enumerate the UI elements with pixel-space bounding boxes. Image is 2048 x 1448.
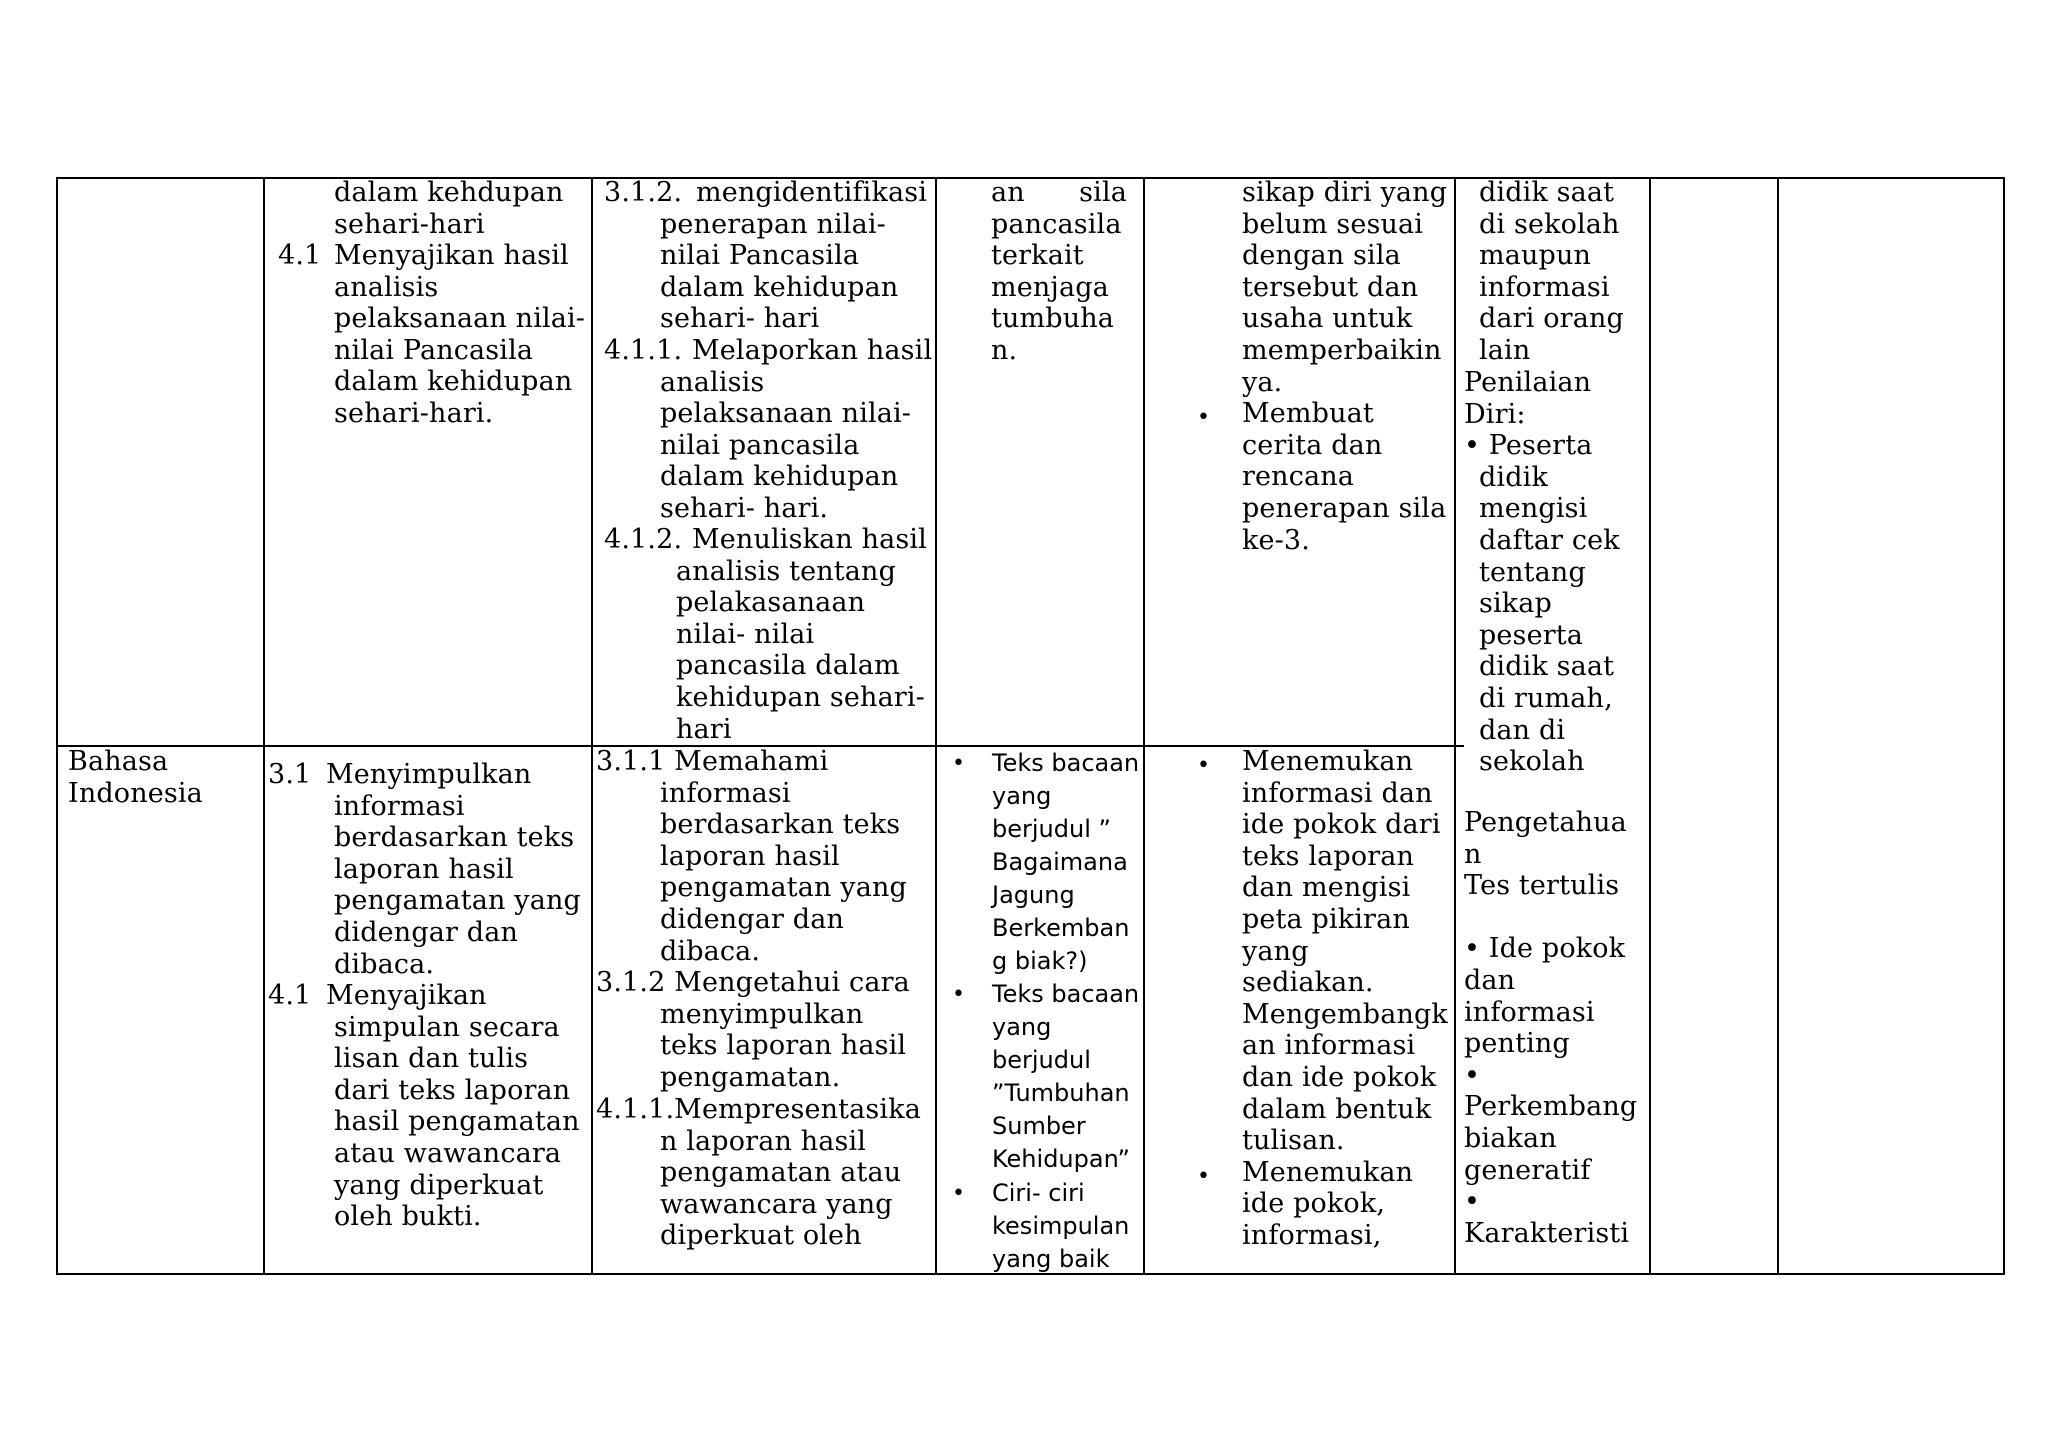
- text-line: analisis tentang: [676, 555, 897, 587]
- row1-activity-cell: [1242, 177, 1447, 556]
- text-line: tentang: [1479, 556, 1586, 588]
- text-line: dalam kehidupan: [660, 271, 899, 303]
- col-border-1: [263, 177, 265, 1275]
- col-border-right: [2003, 177, 2005, 1275]
- text-line: teks laporan: [1242, 840, 1415, 872]
- text-line: ya.: [1242, 366, 1283, 398]
- text-line: dalam kehidupan: [334, 366, 573, 398]
- text-line: dengan sila: [1242, 240, 1401, 272]
- text-line: Kehidupan”: [992, 1145, 1130, 1173]
- text-line: didik: [1479, 461, 1548, 493]
- text-line: cerita dan: [1242, 429, 1383, 461]
- text-line: menjaga: [991, 271, 1109, 303]
- row2-competency-4-1-first: Menyajikan: [326, 980, 487, 1011]
- text-line: di sekolah: [1479, 208, 1620, 240]
- text-line: an informasi: [1242, 1030, 1416, 1062]
- text-line: dan ide pokok: [1242, 1061, 1437, 1093]
- row2-competency-3-1: [334, 791, 581, 981]
- text-line: pancasila dalam: [676, 650, 900, 682]
- bullet-icon: •: [952, 751, 966, 776]
- text-line: nilai Pancasila: [660, 240, 860, 272]
- text-line: pengamatan atau: [660, 1157, 902, 1189]
- text-line: dan mengisi: [1242, 872, 1411, 904]
- text-line: penting: [1464, 1028, 1570, 1060]
- text-line: yang: [992, 782, 1052, 810]
- subject-cell: [68, 746, 203, 809]
- text-line: • Ide pokok: [1464, 933, 1626, 965]
- row2-indicator-3-1-2-first: 3.1.2 Mengetahui cara: [596, 967, 910, 998]
- row2-indicator-3-1-2: [660, 999, 906, 1094]
- text-line: berjudul: [992, 1046, 1091, 1074]
- text-line: dari orang: [1479, 303, 1624, 335]
- text-line: penerapan sila: [1242, 492, 1447, 524]
- assessment-knowledge: [1464, 807, 1637, 1249]
- text-line: nilai pancasila: [660, 429, 860, 461]
- text-line: n laporan hasil: [660, 1125, 867, 1157]
- text-line: Perkembang: [1464, 1091, 1638, 1123]
- text-line: nilai Pancasila: [334, 334, 534, 366]
- text-line: sehari- hari.: [660, 492, 829, 524]
- text-line: simpulan secara: [334, 1011, 560, 1043]
- text-line: • Peserta: [1464, 430, 1593, 462]
- text-line: sediakan.: [1242, 967, 1374, 999]
- text-line: berdasarkan teks: [334, 822, 575, 854]
- text-line: lain: [1479, 334, 1531, 366]
- text-line: Menyajikan hasil: [334, 240, 569, 271]
- bullet-icon: •: [952, 982, 966, 1007]
- row2-competency-4-1-num: 4.1: [268, 980, 312, 1011]
- text-line: atau wawancara: [334, 1137, 562, 1169]
- row1-indicator-4-1-1-first: Melaporkan hasil: [692, 335, 933, 366]
- text-line: yang baik: [992, 1245, 1110, 1273]
- row2-material-item-1: [992, 747, 1139, 978]
- text-line: wawancara yang: [660, 1188, 893, 1220]
- text-line: nilai- nilai: [676, 618, 815, 650]
- row2-material-item-3: [992, 1177, 1129, 1276]
- text-line: didengar dan: [660, 903, 845, 935]
- row2-indicator-4-1-1: [660, 1126, 901, 1252]
- text-line: yang: [992, 1013, 1052, 1041]
- text-line: Ciri- ciri: [992, 1179, 1085, 1207]
- text-line: lisan dan tulis: [334, 1043, 529, 1075]
- text-line: yang: [1242, 935, 1309, 967]
- text-line: sekolah: [1479, 746, 1585, 778]
- row1-material-cell: [991, 177, 1127, 367]
- text-line: ide pokok,: [1242, 1188, 1386, 1220]
- text-line: pengamatan yang: [334, 885, 581, 917]
- text-line: didik saat: [1479, 177, 1615, 208]
- text-line: laporan hasil: [334, 853, 514, 885]
- row1-indicator-4-1-1: [660, 367, 911, 525]
- text-line: berjudul ”: [992, 815, 1111, 843]
- text-line: dalam kehidupan: [660, 461, 899, 493]
- row1-indicator-4-1-1-num: 4.1.1.: [604, 335, 683, 366]
- text-line: pelaksanaan nilai-: [660, 398, 912, 430]
- text-line: an sila: [991, 177, 1127, 208]
- bullet-icon: •: [952, 1181, 966, 1206]
- row2-indicator-3-1-1: [660, 778, 907, 968]
- text-line: rencana: [1242, 461, 1355, 493]
- text-line: dibaca.: [660, 935, 761, 967]
- text-line: daftar cek: [1479, 524, 1620, 556]
- assessment-self-heading: [1464, 367, 1592, 462]
- text-line: didengar dan: [334, 916, 519, 948]
- text-line: menyimpulkan: [660, 998, 864, 1030]
- text-line: biakan: [1464, 1122, 1557, 1154]
- row1-indicator-3-1-2: [660, 209, 898, 335]
- text-line: generatif: [1464, 1154, 1591, 1186]
- row1-indicator-4-1-2: [676, 556, 925, 746]
- text-line: belum sesuai: [1242, 208, 1424, 240]
- text-line: Berkemban: [992, 914, 1130, 942]
- text-line: yang diperkuat: [334, 1169, 544, 1201]
- text-line: peserta: [1479, 619, 1584, 651]
- text-line: Penilaian: [1464, 367, 1592, 398]
- text-line: tersebut dan: [1242, 271, 1419, 303]
- text-line: informasi: [334, 790, 465, 822]
- row1-indicator-4-1-2-num: 4.1.2.: [604, 524, 683, 555]
- text-line: informasi: [1464, 996, 1595, 1028]
- bullet-icon: •: [1197, 753, 1211, 778]
- text-line: Membuat: [1242, 398, 1374, 430]
- text-line: dibaca.: [334, 948, 435, 980]
- col-border-2: [591, 177, 593, 1275]
- row1-competency-4-1: [334, 240, 585, 430]
- row1-competency-number: 4.1: [278, 240, 322, 271]
- row2-material-item-2: [992, 978, 1139, 1176]
- row2-indicator-3-1-1-first: 3.1.1 Memahami: [596, 746, 829, 777]
- text-line: Karakteristi: [1464, 1217, 1630, 1249]
- text-line: dari teks laporan: [334, 1074, 571, 1106]
- col-border-3: [935, 177, 937, 1275]
- text-line: diperkuat oleh: [660, 1220, 862, 1252]
- text-line: tumbuha: [991, 303, 1115, 335]
- text-line: informasi: [1479, 271, 1610, 303]
- text-line: Bagaimana: [992, 848, 1128, 876]
- col-border-4: [1143, 177, 1145, 1275]
- text-line: sehari- hari: [660, 303, 820, 335]
- bullet-icon: •: [1197, 1164, 1211, 1189]
- text-line: Diri:: [1464, 398, 1526, 430]
- text-line: pelaksanaan nilai-: [334, 303, 586, 335]
- text-line: Jagung: [992, 881, 1075, 909]
- row1-competency-cell: [334, 177, 564, 240]
- text-line: mengisi: [1479, 493, 1588, 525]
- text-line: [1464, 902, 1637, 934]
- text-line: Pengetahua: [1464, 807, 1627, 838]
- text-line: Menemukan: [1242, 1156, 1414, 1188]
- text-line: tulisan.: [1242, 1125, 1345, 1157]
- text-line: dan: [1464, 964, 1516, 996]
- row1-indicator-3-1-2-first: mengidentifikasi: [696, 177, 928, 208]
- text-line: pengamatan yang: [660, 872, 907, 904]
- row2-competency-3-1-first: Menyimpulkan: [326, 759, 532, 790]
- text-line: n.: [991, 334, 1018, 366]
- text-line: teks laporan hasil: [660, 1030, 907, 1062]
- text-line: oleh bukti.: [334, 1201, 482, 1233]
- text-line: sikap diri yang: [1242, 177, 1448, 208]
- text-line: •: [1464, 1059, 1481, 1091]
- row2-activity-cell: [1242, 746, 1448, 1252]
- text-line: Menemukan: [1242, 746, 1414, 777]
- text-line: ide pokok dari: [1242, 809, 1441, 841]
- text-line: didik saat: [1479, 651, 1615, 683]
- text-line: terkait: [991, 240, 1084, 272]
- text-line: hasil pengamatan: [334, 1106, 580, 1138]
- text-line: kehidupan sehari-: [676, 681, 925, 713]
- text-line: maupun: [1479, 240, 1592, 272]
- text-line: pelakasanaan: [676, 587, 866, 619]
- row2-competency-4-1: [334, 1012, 580, 1233]
- text-line: sikap: [1479, 588, 1552, 620]
- text-line: g biak?): [992, 947, 1088, 975]
- text-line: ”Tumbuhan: [992, 1079, 1130, 1107]
- text-line: ke-3.: [1242, 524, 1310, 556]
- assessment-cell-a: [1479, 177, 1624, 367]
- lesson-plan-table: [56, 177, 2005, 1275]
- text-line: sehari-hari.: [334, 397, 494, 429]
- text-line: di rumah,: [1479, 682, 1613, 714]
- text-line: laporan hasil: [660, 840, 840, 872]
- col-border-6: [1649, 177, 1651, 1275]
- text-line: Bahasa: [68, 746, 169, 777]
- text-line: hari: [676, 713, 732, 745]
- text-line: Teks bacaan: [992, 980, 1140, 1008]
- text-line: sehari-hari: [334, 208, 485, 240]
- col-border-5: [1454, 177, 1456, 1275]
- text-line: memperbaikin: [1242, 334, 1442, 366]
- text-line: analisis: [334, 271, 439, 303]
- text-line: pengamatan.: [660, 1061, 841, 1093]
- text-line: peta pikiran: [1242, 903, 1410, 935]
- text-line: usaha untuk: [1242, 303, 1413, 335]
- text-line: informasi: [660, 777, 791, 809]
- text-line: Sumber: [992, 1112, 1086, 1140]
- text-line: dalam bentuk: [1242, 1093, 1432, 1125]
- text-line: Tes tertulis: [1464, 870, 1620, 902]
- row2-indicator-4-1-1-first: 4.1.1.Mempresentasika: [596, 1094, 921, 1125]
- text-line: berdasarkan teks: [660, 809, 901, 841]
- text-line: kesimpulan: [992, 1212, 1130, 1240]
- text-line: penerapan nilai-: [660, 208, 886, 240]
- text-line: dalam kehdupan: [334, 177, 564, 208]
- text-line: informasi dan: [1242, 777, 1433, 809]
- text-line: Mengembangk: [1242, 998, 1448, 1030]
- text-line: n: [1464, 838, 1482, 870]
- bullet-icon: •: [1197, 405, 1211, 430]
- assessment-self-items: [1479, 462, 1620, 778]
- row2-competency-3-1-num: 3.1: [268, 759, 312, 790]
- col-border-left: [56, 177, 58, 1275]
- text-line: Teks bacaan: [992, 749, 1140, 777]
- text-line: analisis: [660, 366, 765, 398]
- row1-indicator-4-1-2-first: Menuliskan hasil: [692, 524, 927, 555]
- col-border-7: [1777, 177, 1779, 1275]
- text-line: •: [1464, 1186, 1481, 1218]
- text-line: dan di: [1479, 714, 1566, 746]
- row1-indicator-3-1-2-num: 3.1.2.: [604, 177, 683, 208]
- text-line: pancasila: [991, 208, 1122, 240]
- text-line: Indonesia: [68, 777, 203, 809]
- text-line: informasi,: [1242, 1219, 1382, 1251]
